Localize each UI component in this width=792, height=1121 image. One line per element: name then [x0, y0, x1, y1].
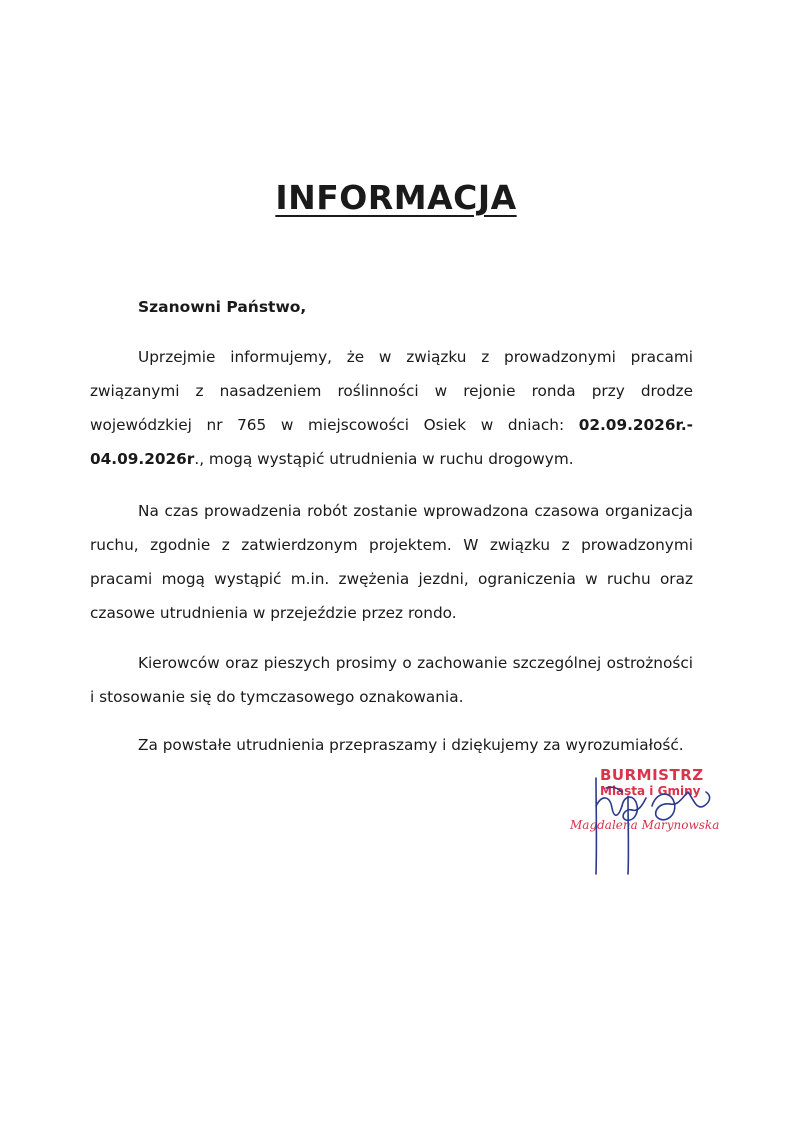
date-to: 04.09.2026r — [90, 450, 195, 468]
title-text: INFORMACJA — [275, 178, 517, 217]
organization-text: Na czas prowadzenia robót zostanie wprowadzona czasowa organizacja ruchu, zgodnie z zatwierdzonym projektem. W związku z prowadzonymi pracami mogą wystąpić m.in. zwężenia jezdni, ograniczenia w ruchu oraz czasowe utrudnienia w przejeździe przez rondo. — [90, 502, 693, 622]
notice-text: Uprzejmie informujemy, że w związku z prowadzonymi pracami związanymi z nasadzeniem roślinności w rejonie ronda przy drodze wojewódzkiej nr 765 w miejscowości Osiek w dniach: — [90, 348, 693, 434]
apology-text: Za powstałe utrudnienia przepraszamy i dziękujemy za wyrozumiałość. — [138, 736, 684, 754]
paragraph-notice — [90, 340, 693, 476]
paragraph-caution — [90, 646, 693, 714]
stamp-subtitle: Miasta i Gminy — [600, 784, 701, 798]
stamp-title: BURMISTRZ — [600, 766, 704, 784]
date-from: 02.09.2026r.- — [578, 416, 693, 434]
caution-text: Kierowców oraz pieszych prosimy o zachowanie szczególnej ostrożności i stosowanie się do tymczasowego oznakowania. — [90, 654, 693, 706]
official-stamp — [566, 766, 736, 886]
notice-end: ., mogą wystąpić utrudnienia w ruchu drogowym. — [194, 450, 574, 468]
handwritten-signature-icon — [566, 766, 736, 886]
document-title — [0, 178, 792, 217]
salutation: Szanowni Państwo, — [138, 298, 307, 316]
stamp-name: Magdalena Marynowska — [570, 818, 720, 832]
paragraph-organization — [90, 494, 693, 630]
paragraph-apology — [90, 728, 693, 762]
